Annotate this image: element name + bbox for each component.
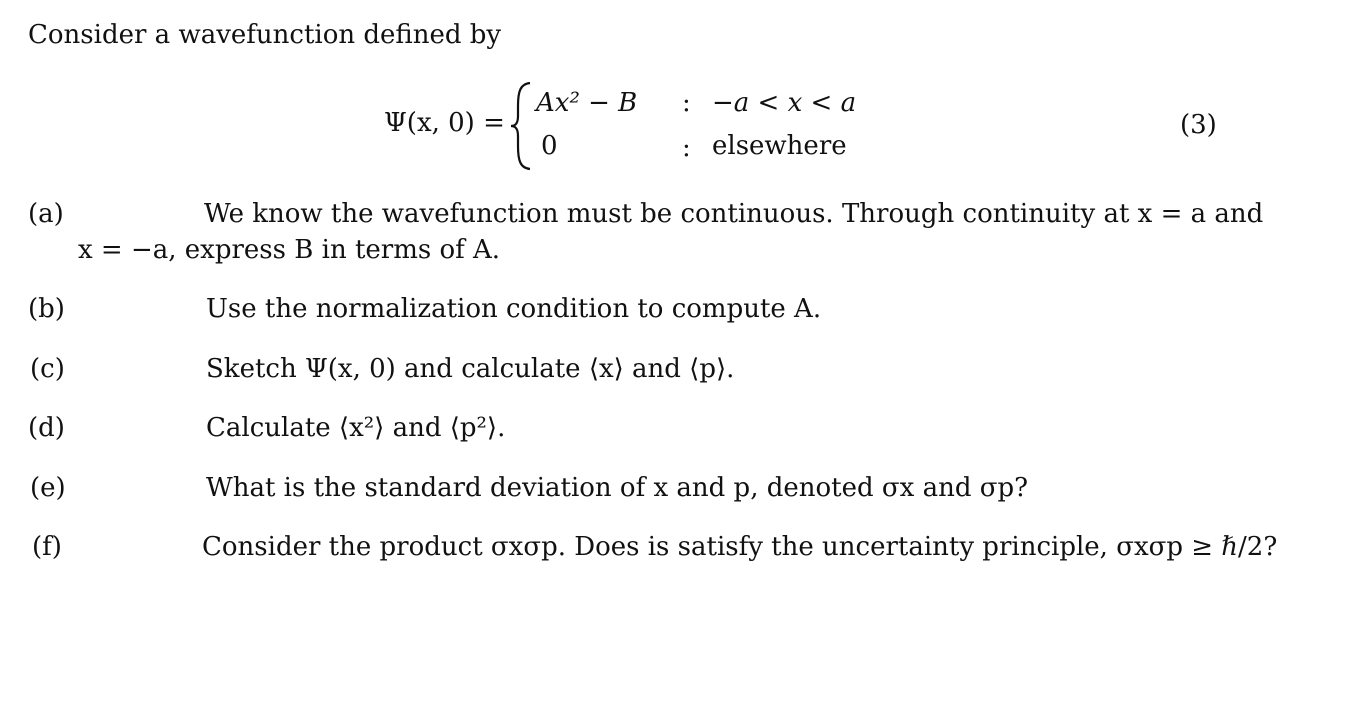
part-c-text: Sketch Ψ(x, 0) and calculate ⟨x⟩ and ⟨p⟩. (206, 354, 735, 384)
left-brace-icon (508, 80, 536, 172)
part-f-text: Consider the product σxσp. Does is satisfy the uncertainty principle, σxσp ≥ ℏ/2? (202, 532, 1278, 562)
case1-separator: : (682, 88, 691, 118)
part-e-label: (e) (30, 473, 66, 503)
part-a-text-line1: We know the wavefunction must be continuous. Through continuity at x = a and (204, 199, 1264, 229)
case2-condition: elsewhere (712, 131, 847, 161)
part-e-text: What is the standard deviation of x and p, denoted σx and σp? (206, 473, 1029, 503)
case2-expression: 0 (541, 131, 558, 161)
part-c-label: (c) (30, 354, 65, 384)
equation-lhs: Ψ(x, 0) = (384, 108, 505, 138)
case2-separator: : (682, 133, 691, 163)
part-f-label: (f) (32, 532, 62, 562)
case1-condition: −a < x < a (712, 88, 857, 118)
case1-expression: Ax² − B (536, 88, 638, 118)
part-b-text: Use the normalization condition to compute A. (206, 294, 822, 324)
equation-number: (3) (1180, 110, 1217, 140)
part-a-text-line2: x = −a, express B in terms of A. (78, 235, 501, 265)
part-b-label: (b) (28, 294, 65, 324)
part-d-label: (d) (28, 413, 65, 443)
part-a-label: (a) (28, 199, 64, 229)
part-d-text: Calculate ⟨x²⟩ and ⟨p²⟩. (206, 413, 506, 443)
intro-text: Consider a wavefunction defined by (28, 20, 502, 50)
